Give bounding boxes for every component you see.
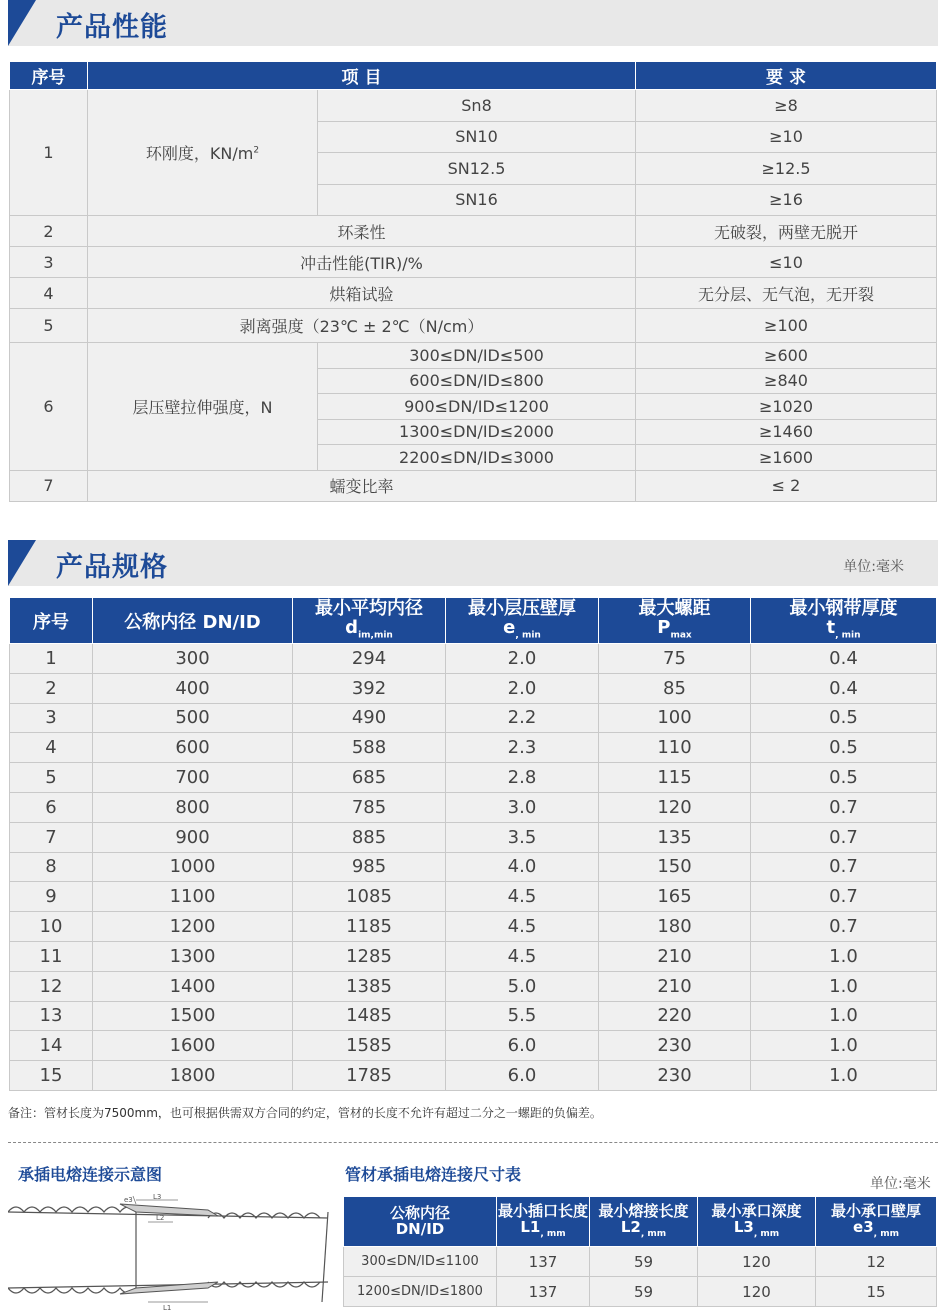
cell-dn: 400: [93, 673, 293, 703]
cell-e3: 15: [816, 1277, 937, 1307]
performance-section-bar: [8, 0, 938, 46]
header-max-pitch: 最大螺距 $P_{max}$: [599, 598, 751, 644]
table-row: [10, 792, 937, 822]
table-row: [10, 90, 937, 122]
header-l1: 最小插口长度 $L1_{, mm}$: [497, 1197, 590, 1247]
cell-no: 14: [10, 1031, 93, 1061]
cell-min-inner-diameter: 1585: [293, 1031, 446, 1061]
header-dn: 公称内径 DN/ID: [344, 1197, 497, 1247]
cell-min-steel-thickness: 1.0: [751, 1001, 937, 1031]
table-row: [10, 278, 937, 309]
cell-dn: 1800: [93, 1061, 293, 1091]
cell-dn: 1100: [93, 882, 293, 912]
label-l2: L2: [156, 1214, 165, 1222]
row-item: 蠕变比率: [88, 470, 636, 501]
cell-min-wall-thickness: 2.3: [446, 733, 599, 763]
table-row: [10, 852, 937, 882]
cell-min-steel-thickness: 0.4: [751, 673, 937, 703]
sub-item: 600≤DN/ID≤800: [318, 368, 636, 394]
row-no: 5: [10, 309, 88, 343]
table-row: [10, 644, 937, 674]
sub-item: SN12.5: [318, 153, 636, 185]
joint-dimension-table: [343, 1196, 937, 1307]
cell-max-pitch: 210: [599, 941, 751, 971]
cell-min-steel-thickness: 1.0: [751, 941, 937, 971]
cell-no: 7: [10, 822, 93, 852]
table-row: [10, 912, 937, 942]
cell-l3: 120: [698, 1247, 816, 1277]
spec-table-body: [10, 644, 937, 1091]
cell-min-inner-diameter: 685: [293, 763, 446, 793]
performance-table: [9, 61, 937, 502]
cell-min-inner-diameter: 1185: [293, 912, 446, 942]
requirement: ≥10: [636, 121, 937, 153]
cell-min-inner-diameter: 785: [293, 792, 446, 822]
cell-min-inner-diameter: 1085: [293, 882, 446, 912]
cell-min-wall-thickness: 4.0: [446, 852, 599, 882]
cell-min-steel-thickness: 1.0: [751, 1061, 937, 1091]
cell-min-wall-thickness: 5.5: [446, 1001, 599, 1031]
header-l2: 最小熔接长度 $L2_{, mm}$: [590, 1197, 698, 1247]
cell-min-steel-thickness: 0.7: [751, 822, 937, 852]
requirement: ≥1600: [636, 445, 937, 471]
sub-item: 300≤DN/ID≤500: [318, 343, 636, 369]
requirement: ≥1460: [636, 419, 937, 445]
header-min-wall-thickness: 最小层压壁厚 $e_{, min}$: [446, 598, 599, 644]
cell-dn: 1300: [93, 941, 293, 971]
table-header-row: [10, 598, 937, 644]
cell-min-inner-diameter: 490: [293, 703, 446, 733]
cell-no: 11: [10, 941, 93, 971]
cell-dn: 900: [93, 822, 293, 852]
table-row: [344, 1247, 937, 1277]
cell-no: 8: [10, 852, 93, 882]
row-no: 7: [10, 470, 88, 501]
header-no: 序号: [10, 598, 93, 644]
cell-min-wall-thickness: 5.0: [446, 971, 599, 1001]
table-row: [10, 733, 937, 763]
label-l3: L3: [153, 1193, 162, 1201]
cell-no: 4: [10, 733, 93, 763]
performance-section-title: 产品性能: [56, 12, 168, 43]
cell-min-steel-thickness: 0.7: [751, 882, 937, 912]
cell-min-inner-diameter: 294: [293, 644, 446, 674]
row-item: 烘箱试验: [88, 278, 636, 309]
requirement: 无分层、无气泡，无开裂: [636, 278, 937, 309]
cell-no: 5: [10, 763, 93, 793]
cell-min-wall-thickness: 4.5: [446, 912, 599, 942]
cell-min-wall-thickness: 2.0: [446, 644, 599, 674]
cell-min-steel-thickness: 0.7: [751, 912, 937, 942]
cell-l1: 137: [497, 1247, 590, 1277]
sub-item: SN10: [318, 121, 636, 153]
cell-max-pitch: 220: [599, 1001, 751, 1031]
cell-max-pitch: 120: [599, 792, 751, 822]
row-no: 2: [10, 216, 88, 247]
cell-min-wall-thickness: 4.5: [446, 882, 599, 912]
sub-item: 2200≤DN/ID≤3000: [318, 445, 636, 471]
section-accent-triangle: [8, 540, 36, 586]
cell-min-steel-thickness: 0.4: [751, 644, 937, 674]
cell-no: 15: [10, 1061, 93, 1091]
cell-l3: 120: [698, 1277, 816, 1307]
cell-min-steel-thickness: 0.7: [751, 792, 937, 822]
electrofusion-joint-diagram: [8, 1190, 332, 1312]
spec-table: [9, 597, 937, 1091]
cell-min-steel-thickness: 0.5: [751, 703, 937, 733]
table-row: [10, 941, 937, 971]
cell-max-pitch: 110: [599, 733, 751, 763]
requirement: ≥12.5: [636, 153, 937, 185]
sub-item: Sn8: [318, 90, 636, 122]
cell-l2: 59: [590, 1277, 698, 1307]
cell-dn: 1000: [93, 852, 293, 882]
cell-dn: 1500: [93, 1001, 293, 1031]
cell-min-steel-thickness: 0.7: [751, 852, 937, 882]
header-e3: 最小承口壁厚 $e3_{, mm}$: [816, 1197, 937, 1247]
cell-no: 6: [10, 792, 93, 822]
requirement: ≥8: [636, 90, 937, 122]
cell-min-inner-diameter: 392: [293, 673, 446, 703]
spec-section-bar: [8, 540, 938, 586]
section-accent-triangle: [8, 0, 36, 46]
header-l3: 最小承口深度 $L3_{, mm}$: [698, 1197, 816, 1247]
table-row: [10, 703, 937, 733]
table-row: [344, 1277, 937, 1307]
table-row: [10, 343, 937, 369]
row-no: 6: [10, 343, 88, 471]
cell-dn: 500: [93, 703, 293, 733]
requirement: ≥600: [636, 343, 937, 369]
cell-min-inner-diameter: 1485: [293, 1001, 446, 1031]
row-item: 环刚度，$KN/m^2$: [88, 90, 318, 216]
cell-max-pitch: 230: [599, 1031, 751, 1061]
cell-e3: 12: [816, 1247, 937, 1277]
requirement: ≥1020: [636, 394, 937, 420]
row-no: 4: [10, 278, 88, 309]
cell-max-pitch: 165: [599, 882, 751, 912]
cell-dn: 600: [93, 733, 293, 763]
requirement: ≥840: [636, 368, 937, 394]
cell-min-wall-thickness: 3.0: [446, 792, 599, 822]
header-min-inner-diameter: 最小平均内径 $d_{im,min}$: [293, 598, 446, 644]
joint-unit-label: 单位:毫米: [870, 1176, 931, 1192]
table-header-row: [344, 1197, 937, 1247]
spec-section-title: 产品规格: [56, 552, 168, 583]
cell-dn: 1600: [93, 1031, 293, 1061]
row-item: 层压壁拉伸强度，N: [88, 343, 318, 471]
cell-l2: 59: [590, 1247, 698, 1277]
requirement: ≥100: [636, 309, 937, 343]
cell-max-pitch: 210: [599, 971, 751, 1001]
cell-no: 10: [10, 912, 93, 942]
cell-min-wall-thickness: 4.5: [446, 941, 599, 971]
table-row: [10, 1001, 937, 1031]
cell-min-inner-diameter: 985: [293, 852, 446, 882]
cell-max-pitch: 150: [599, 852, 751, 882]
header-dn: 公称内径 DN/ID: [93, 598, 293, 644]
cell-max-pitch: 85: [599, 673, 751, 703]
table-row: [10, 822, 937, 852]
spec-unit-label: 单位:毫米: [843, 559, 904, 575]
cell-min-inner-diameter: 1285: [293, 941, 446, 971]
spec-note: 备注：管材长度为7500mm，也可根据供需双方合同的约定，管材的长度不允许有超过二分之一螺距的负偏差。: [8, 1106, 602, 1120]
cell-dn: 300≤DN/ID≤1100: [344, 1247, 497, 1277]
cell-no: 12: [10, 971, 93, 1001]
cell-min-inner-diameter: 1385: [293, 971, 446, 1001]
table-header-row: [10, 62, 937, 90]
requirement: ≤10: [636, 247, 937, 278]
row-item: 冲击性能(TIR)/%: [88, 247, 636, 278]
label-e3: e3: [124, 1196, 133, 1204]
cell-min-wall-thickness: 6.0: [446, 1061, 599, 1091]
cell-max-pitch: 135: [599, 822, 751, 852]
table-row: [10, 309, 937, 343]
sub-item: SN16: [318, 184, 636, 216]
cell-min-steel-thickness: 0.5: [751, 733, 937, 763]
table-row: [10, 673, 937, 703]
requirement: ≤ 2: [636, 470, 937, 501]
cell-min-steel-thickness: 1.0: [751, 1031, 937, 1061]
header-item: 项 目: [88, 62, 636, 90]
table-row: [10, 763, 937, 793]
cell-no: 2: [10, 673, 93, 703]
cell-min-inner-diameter: 885: [293, 822, 446, 852]
cell-dn: 700: [93, 763, 293, 793]
cell-min-wall-thickness: 2.2: [446, 703, 599, 733]
cell-max-pitch: 115: [599, 763, 751, 793]
cell-min-wall-thickness: 2.8: [446, 763, 599, 793]
cell-dn: 1200≤DN/ID≤1800: [344, 1277, 497, 1307]
row-item: 环柔性: [88, 216, 636, 247]
table-row: [10, 216, 937, 247]
diagram-title: 承插电熔连接示意图: [18, 1165, 163, 1184]
table-row: [10, 882, 937, 912]
cell-min-wall-thickness: 2.0: [446, 673, 599, 703]
cell-min-wall-thickness: 3.5: [446, 822, 599, 852]
sub-item: 1300≤DN/ID≤2000: [318, 419, 636, 445]
cell-dn: 800: [93, 792, 293, 822]
label-l1: L1: [163, 1304, 172, 1312]
joint-table-title: 管材承插电熔连接尺寸表: [345, 1165, 522, 1184]
socket-sleeve: [120, 1204, 218, 1294]
dashed-divider: [8, 1142, 938, 1143]
table-row: [10, 1061, 937, 1091]
cell-min-inner-diameter: 588: [293, 733, 446, 763]
table-row: [10, 1031, 937, 1061]
header-no: 序号: [10, 62, 88, 90]
cell-l1: 137: [497, 1277, 590, 1307]
cell-max-pitch: 230: [599, 1061, 751, 1091]
cell-no: 13: [10, 1001, 93, 1031]
cell-no: 3: [10, 703, 93, 733]
cell-min-wall-thickness: 6.0: [446, 1031, 599, 1061]
header-min-steel-thickness: 最小钢带厚度 $t_{, min}$: [751, 598, 937, 644]
cell-min-steel-thickness: 0.5: [751, 763, 937, 793]
row-item: 剥离强度（23℃ ± 2℃（N/cm）: [88, 309, 636, 343]
cell-dn: 300: [93, 644, 293, 674]
cell-no: 9: [10, 882, 93, 912]
cell-max-pitch: 100: [599, 703, 751, 733]
table-row: [10, 247, 937, 278]
cell-no: 1: [10, 644, 93, 674]
requirement: ≥16: [636, 184, 937, 216]
table-row: [10, 971, 937, 1001]
cell-max-pitch: 75: [599, 644, 751, 674]
requirement: 无破裂，两壁无脱开: [636, 216, 937, 247]
row-no: 3: [10, 247, 88, 278]
header-requirement: 要 求: [636, 62, 937, 90]
table-row: [10, 470, 937, 501]
cell-max-pitch: 180: [599, 912, 751, 942]
cell-dn: 1400: [93, 971, 293, 1001]
sub-item: 900≤DN/ID≤1200: [318, 394, 636, 420]
cell-min-steel-thickness: 1.0: [751, 971, 937, 1001]
cell-min-inner-diameter: 1785: [293, 1061, 446, 1091]
row-no: 1: [10, 90, 88, 216]
cell-dn: 1200: [93, 912, 293, 942]
